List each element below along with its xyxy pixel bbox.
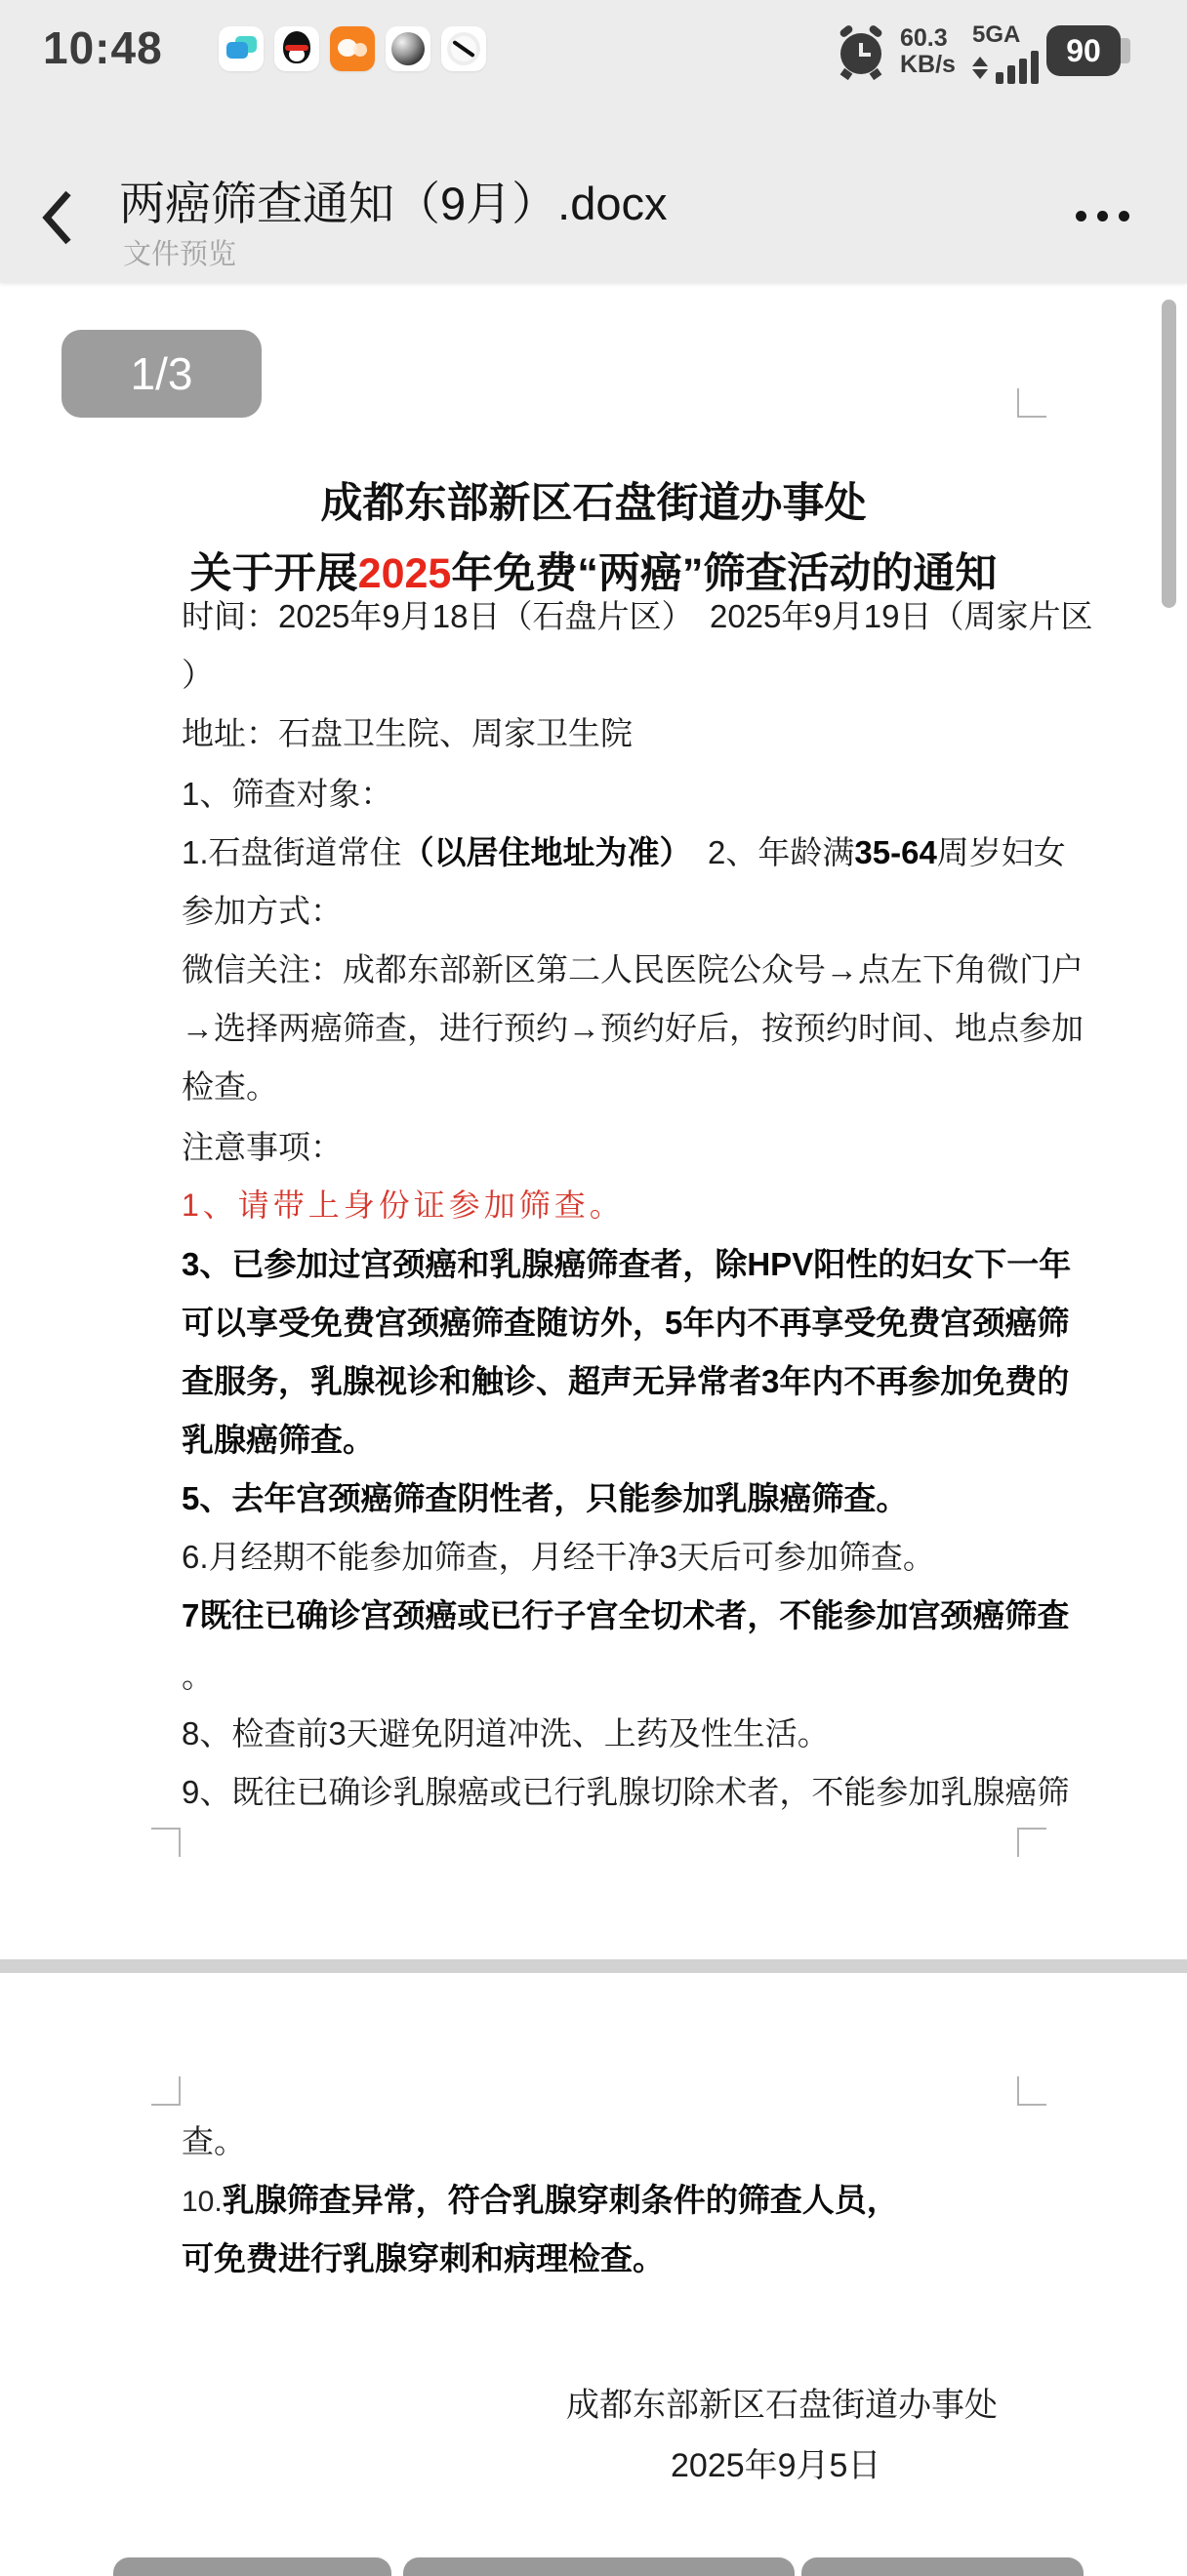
network-speed	[900, 25, 968, 78]
doc-line: 5、去年宫颈癌筛查阴性者，只能参加乳腺癌筛查。	[182, 1480, 909, 1516]
battery-nub	[1121, 38, 1130, 63]
doc-line: 微信关注：成都东部新区第二人民医院公众号→点左下角微门户	[182, 951, 1084, 987]
doc-line: 。	[182, 1658, 214, 1694]
more-options-button[interactable]	[1070, 201, 1142, 232]
network-type-label: 5GA	[972, 21, 1021, 48]
doc-seg: 2、年龄满	[675, 834, 855, 870]
vertical-scrollbar[interactable]	[1162, 300, 1176, 608]
doc-line: 地址：石盘卫生院、周家卫生院	[182, 715, 633, 751]
doc-line: 8、检查前3天避免阴道冲洗、上药及性生活。	[182, 1715, 830, 1751]
doc-line: 7既往已确诊宫颈癌或已行子宫全切术者，不能参加宫颈癌筛查	[182, 1597, 1070, 1633]
qq-icon	[274, 26, 319, 71]
text-boundary-mark	[1017, 1828, 1046, 1857]
data-updown-arrows-icon	[972, 57, 988, 79]
file-preview-label: 文件预览	[123, 239, 237, 270]
doc-line: 查。	[182, 2123, 246, 2159]
status-time: 10:48	[43, 22, 163, 73]
doc-line: 3、已参加过宫颈癌和乳腺癌筛查者，除HPV阳性的妇女下一年	[182, 1246, 1072, 1282]
doc-line: →选择两癌筛查，进行预约→预约好后，按预约时间、地点参加	[182, 1010, 1084, 1046]
doc-line: 时间：2025年9月18日（石盘片区） 2025年9月19日（周家片区	[182, 598, 1093, 634]
page-separator	[0, 1959, 1187, 1973]
back-button[interactable]	[39, 187, 78, 248]
doc-line	[182, 824, 1066, 882]
doc-line: 6.月经期不能参加筛查，月经干净3天后可参加筛查。	[182, 1539, 935, 1575]
page-thumbnail-bar[interactable]	[801, 2557, 1084, 2576]
doc-line: 乳腺癌筛查。	[182, 1422, 375, 1458]
doc-title-line2-pre: 关于开展	[189, 550, 358, 597]
page-indicator-badge: 1/3	[61, 330, 262, 418]
text-boundary-mark	[1017, 2076, 1046, 2106]
doc-signature: 成都东部新区石盘街道办事处	[566, 2387, 998, 2424]
file-title: 两癌筛查通知（9月）.docx	[119, 178, 668, 229]
dot-icon	[1097, 211, 1108, 221]
text-boundary-mark	[151, 2076, 181, 2106]
doc-title-line2-post: 年免费“两癌”筛查活动的通知	[451, 550, 998, 597]
signal-indicator	[972, 21, 1041, 49]
chat-bubbles-icon	[219, 26, 264, 71]
doc-line: 查服务，乳腺视诊和触诊、超声无异常者3年内不再参加免费的	[182, 1363, 1070, 1399]
signal-bars-icon	[996, 49, 1039, 84]
doc-line: ）	[182, 657, 214, 693]
doc-seg: 1.石盘街道常住	[182, 834, 402, 870]
doc-line: 参加方式：	[182, 893, 343, 929]
doc-seg: 10.	[182, 2186, 223, 2218]
doc-date: 2025年9月5日	[671, 2447, 881, 2484]
page-thumbnail-bar[interactable]	[113, 2557, 391, 2576]
dot-icon	[1076, 211, 1086, 221]
orange-chat-icon	[330, 26, 375, 71]
doc-seg-bold: 35-64	[854, 834, 937, 870]
doc-line-notice: 1、请带上身份证参加筛查。	[182, 1187, 625, 1223]
alarm-clock-icon	[836, 25, 890, 80]
doc-line: 9、既往已确诊乳腺癌或已行乳腺切除术者，不能参加乳腺癌筛	[182, 1774, 1070, 1810]
doc-title-year: 2025	[357, 550, 452, 597]
doc-line	[182, 2171, 1060, 2230]
doc-seg-bold: （以居住地址为准）	[401, 834, 676, 870]
doc-line: 可免费进行乳腺穿刺和病理检查。	[182, 2240, 665, 2276]
doc-seg-bold: 乳腺筛查异常，符合乳腺穿刺条件的筛查人员，	[222, 2182, 899, 2218]
doc-line: 注意事项：	[182, 1129, 343, 1165]
back-chevron-icon	[39, 187, 78, 248]
page-thumbnail-bar[interactable]	[403, 2557, 795, 2576]
text-boundary-mark	[151, 1828, 181, 1857]
doc-seg: 周岁妇女	[936, 834, 1066, 870]
doc-line: 可以享受免费宫颈癌筛查随访外，5年内不再享受免费宫颈癌筛	[182, 1305, 1070, 1341]
compass-icon	[441, 26, 486, 71]
doc-title-line1: 成都东部新区石盘街道办事处	[320, 480, 867, 527]
top-bar	[0, 0, 1187, 283]
battery-indicator: 90	[1046, 25, 1121, 76]
browser-sphere-icon	[386, 26, 430, 71]
doc-line: 检查。	[182, 1068, 278, 1105]
text-boundary-mark	[1017, 388, 1046, 418]
doc-line: 1、筛查对象：	[182, 776, 393, 812]
network-speed-value: 60.3	[900, 24, 948, 52]
network-speed-unit: KB/s	[900, 51, 956, 78]
dot-icon	[1119, 211, 1129, 221]
